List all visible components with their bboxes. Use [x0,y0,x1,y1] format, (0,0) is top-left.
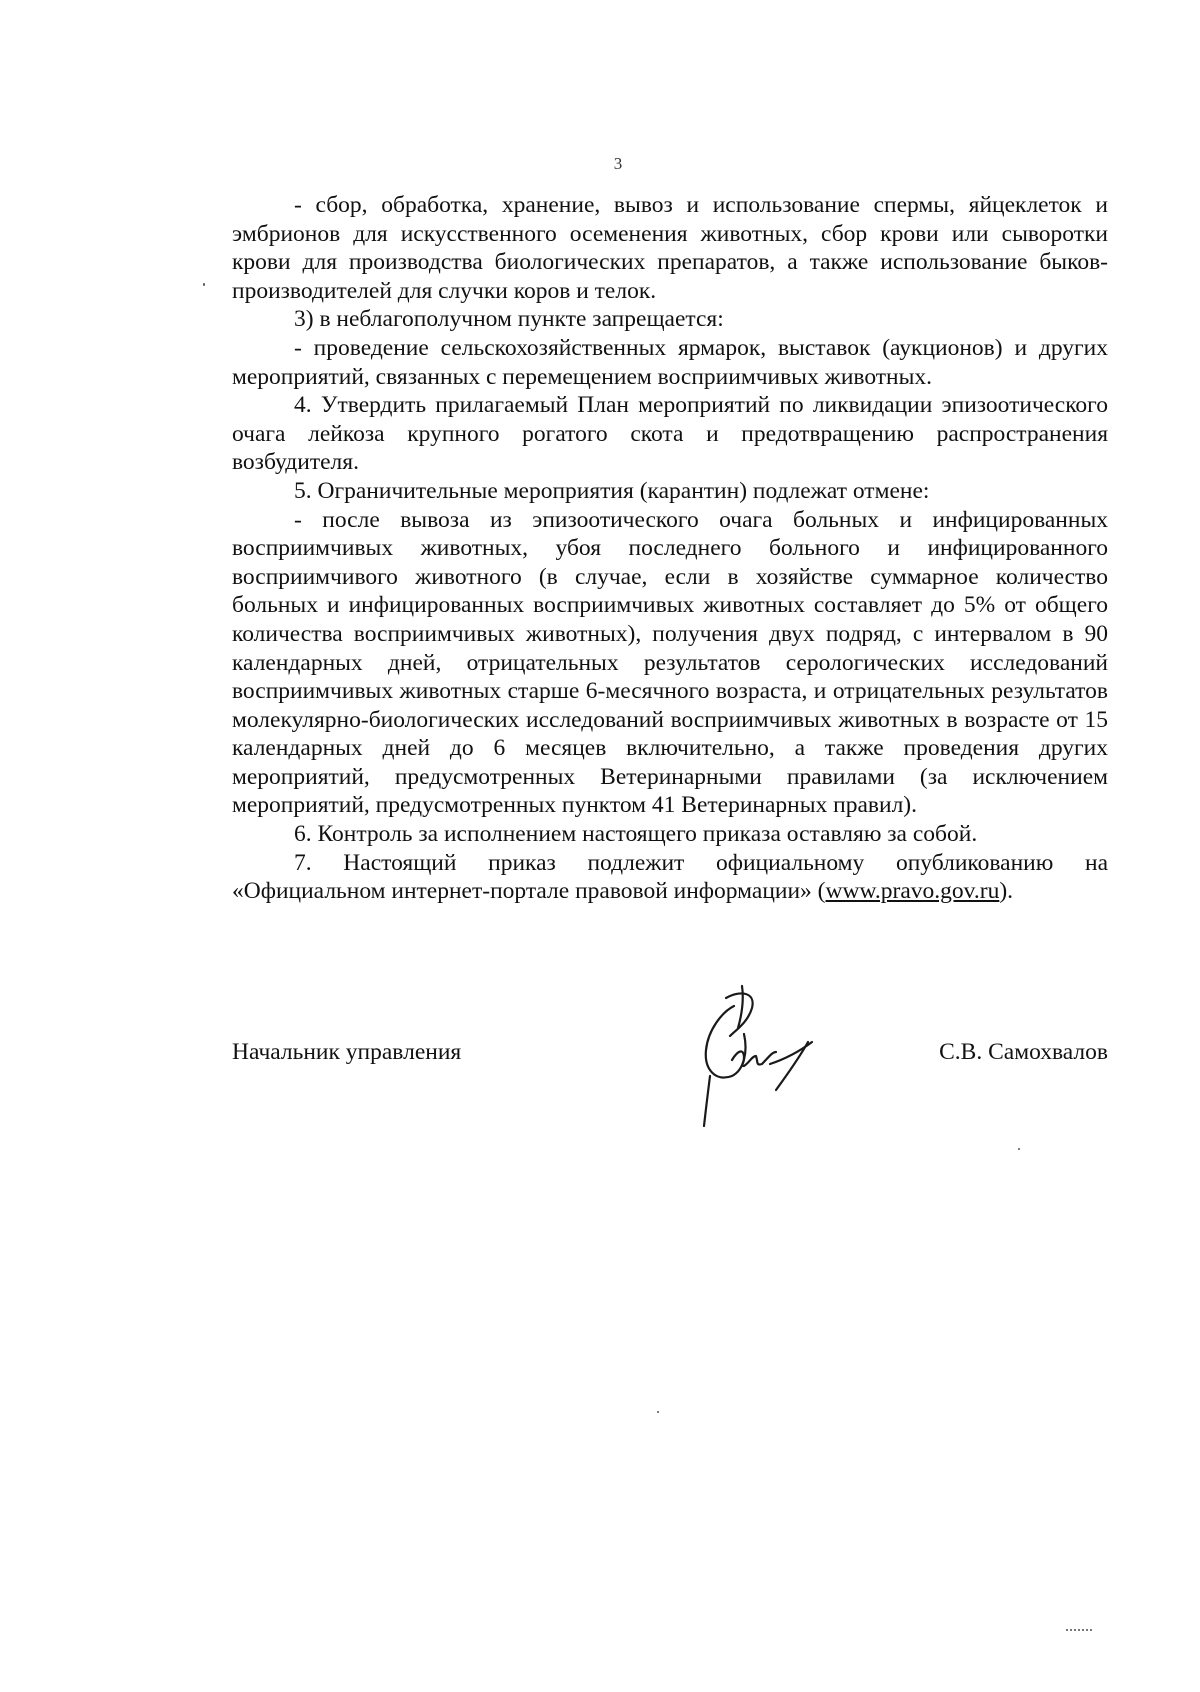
handwritten-signature [682,978,822,1128]
page-number: 3 [613,154,623,173]
signatory-title: Начальник управления [232,1039,462,1065]
publication-text: 7. Настоящий приказ подлежит официальному опубликованию на «Официальном интернет-портале правовой информации» ( [232,849,1108,905]
scan-speck [203,283,205,286]
paragraph-collection-restrictions: - сбор, обработка, хранение, вывоз и использование спермы, яйцеклеток и эмбрионов для искусственного осеменения животных, сбор крови или сыворотки крови для производства биологических препаратов, а также использование быков-производителей для случки коров и телок. [232,192,1108,304]
signature-block [232,1030,1108,1120]
document-body [232,191,1108,906]
pravo-portal-link[interactable]: www.pravo.gov.ru [825,878,1000,905]
scan-speck [657,1411,659,1413]
scan-edge-mark [1066,1629,1094,1631]
paragraph-item-5-heading: 5. Ограничительные мероприятия (карантин) подлежат отмене: [294,477,930,504]
paragraph-item-4-plan: 4. Утвердить прилагаемый План мероприятий по ликвидации эпизоотического очага лейкоза крупного рогатого скота и предотвращению распространения возбудителя. [232,392,1108,476]
paragraph-item-3-heading: 3) в неблагополучном пункте запрещается: [294,306,724,333]
paragraph-item-6-control: 6. Контроль за исполнением настоящего приказа оставляю за собой. [294,821,978,848]
paragraph-fairs-prohibition: - проведение сельскохозяйственных ярмарок, выставок (аукционов) и других мероприятий, связанных с перемещением восприимчивых животных. [232,334,1108,390]
paragraph-item-7-publication [232,849,1108,906]
publication-text-end: ). [999,878,1014,905]
scan-speck [1018,1148,1020,1150]
paragraph-quarantine-lift-conditions: - после вывоза из эпизоотического очага больных и инфицированных восприимчивых животных, убоя последнего больного и инфицированного восприимчивого животного (в случае, если в хозяйстве суммарное количество больных и инфицированных восприимчивых животных составляет до 5% от общего количества восприимчивых животных), получения двух подряд, с интервалом в 90 календарных дней, отрицательных результатов серологических исследований восприимчивых животных старше 6-месячного возраста, и отрицательных результатов молекулярно-биологических исследований восприимчивых животных в возрасте от 15 календарных дней до 6 месяцев включительно, а также проведения других мероприятий, предусмотренных Ветеринарными правилами (за исключением мероприятий, предусмотренных пунктом 41 Ветеринарных правил). [232,506,1108,819]
signatory-name: С.В. Самохвалов [939,1039,1108,1065]
